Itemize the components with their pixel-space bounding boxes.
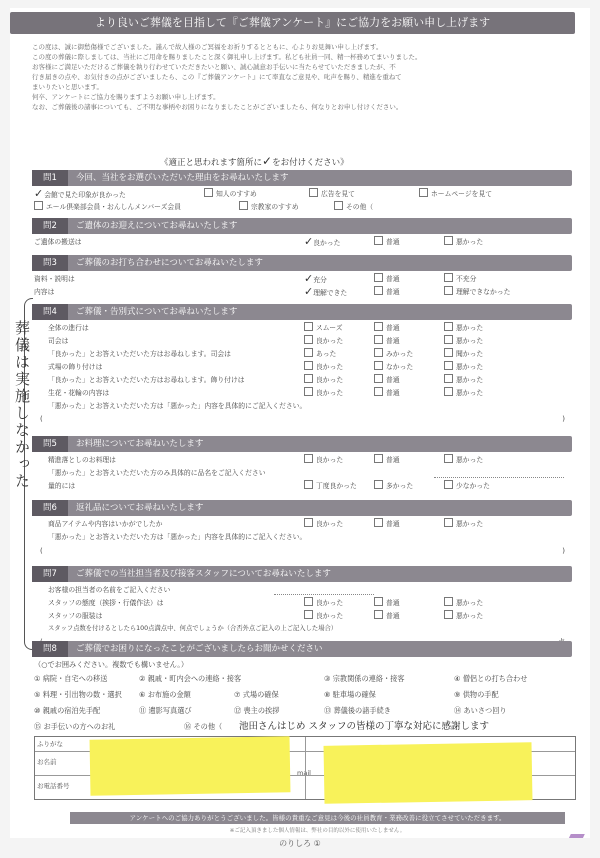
question-title: 今回、当社をお選びいただいた理由をお尋ねいたします (76, 173, 289, 183)
option-a[interactable]: あった (304, 348, 336, 360)
question-1-header (32, 170, 572, 186)
checkbox-icon[interactable] (374, 480, 383, 489)
question-number: 問4 (32, 304, 68, 320)
check-mark-icon: ✓ (304, 235, 314, 248)
checkbox-icon[interactable] (444, 454, 453, 463)
row-label: 「悪かった」とお答えいただいた方のみ具体的に品名をご記入ください (48, 469, 266, 477)
option-a[interactable]: スムーズ (304, 322, 343, 334)
checkbox-icon[interactable] (304, 480, 313, 489)
phone-label: お電話番号 (37, 782, 70, 790)
furigana-label: ふりがな (37, 740, 63, 748)
checkbox-icon[interactable] (444, 387, 453, 396)
q1-option[interactable]: 広告を見て (309, 188, 355, 200)
row-label: スタッフの態度（挨拶・行儀作法）は (48, 599, 164, 607)
intro-line: なお、ご葬儀後の諸事についても、ご不明な事柄やお困りになりましたことがございましたら、何なりとお申し付けください。 (32, 103, 403, 111)
option-a[interactable]: 良かった (304, 387, 343, 399)
check-mark-icon: ✓ (304, 285, 314, 298)
intro-line: この度の葬儀に際しましては、当社にご用命を賜りましたこと深く御礼申し上げます。私ども社員一同、精一杯務めてまいりました。 (32, 53, 422, 61)
q4-free-text[interactable]: ( ) (40, 415, 565, 423)
question-number: 問2 (32, 218, 68, 234)
checkbox-icon[interactable] (374, 454, 383, 463)
q1-option[interactable]: ホームページを見て (419, 188, 492, 200)
footer-bar: アンケートへのご協力ありがとうございました。皆様の貴重なご意見は今後の社員教育・業務改善に役立てさせていただきます。 (70, 812, 565, 824)
instruction-after: をお付けください》 (272, 158, 349, 168)
option-c[interactable]: 悪かった (444, 322, 483, 334)
q7-row (34, 597, 574, 609)
option-a[interactable]: 良かった (304, 597, 343, 609)
question-7-header (32, 566, 572, 582)
row-label: 「良かった」とお答えいただいた方はお尋ねします。飾り付けは (48, 376, 245, 384)
option-c[interactable]: 悪かった (444, 610, 483, 622)
option-bad[interactable]: 不充分 (444, 273, 476, 285)
row-label: 量的には (48, 482, 76, 490)
q8-choice[interactable]: ⑩ 親戚の宿泊先手配 (34, 706, 101, 715)
checkbox-icon[interactable] (374, 322, 383, 331)
option-b[interactable]: 普通 (374, 518, 400, 530)
q8-handwritten-answer: 池田さんはじめ スタッフの皆様の丁寧な対応に感謝します (239, 721, 490, 732)
row-label: 商品アイテムや内容はいかがでしたか (48, 520, 163, 528)
checkbox-icon[interactable] (374, 335, 383, 344)
checkbox-icon[interactable] (444, 273, 453, 282)
question-3-header (32, 255, 572, 271)
option-a[interactable]: 良かった (304, 518, 343, 530)
option-b[interactable]: 普通 (374, 454, 400, 466)
option-a[interactable]: 良かった (304, 610, 343, 622)
check-mark-icon: ✓ (262, 154, 273, 168)
checkbox-icon[interactable] (304, 610, 313, 619)
q8-choice[interactable]: ⑥ お布施の金額 (139, 690, 191, 699)
intro-text (32, 42, 552, 112)
row-label: 「良かった」とお答えいただいた方はお尋ねします。司会は (48, 350, 231, 358)
option-bad[interactable]: 悪かった (444, 236, 483, 248)
question-6-header (32, 500, 572, 516)
q8-choice[interactable]: ④ 僧侶との打ち合わせ (454, 674, 528, 683)
option-c[interactable]: 悪かった (444, 597, 483, 609)
intro-line: 行き届きの点や、お気付きの点がございましたら、この『ご葬儀アンケート』にて率直なご意見や、叱声を賜り、精進を重ねて (32, 73, 402, 81)
q7-row (34, 584, 574, 596)
option-c[interactable]: 悪かった (444, 361, 483, 373)
q8-prompt: （○でお囲みください。複数でも構いません。） (34, 660, 189, 669)
q3-row (34, 273, 574, 285)
option-c[interactable]: 悪かった (444, 387, 483, 399)
email-label: mail (297, 769, 311, 777)
checkbox-icon[interactable] (374, 286, 383, 295)
q6-row (34, 518, 574, 530)
q8-choice[interactable]: ③ 宗教関係の連絡・接客 (324, 674, 405, 683)
q8-choice[interactable]: ② 親戚・町内会への連絡・接客 (139, 674, 242, 683)
option-c[interactable]: 悪かった (444, 454, 483, 466)
question-2-header (32, 218, 572, 234)
option-b[interactable]: なかった (374, 361, 413, 373)
survey-sheet (10, 8, 590, 838)
option-a[interactable]: 丁度良かった (304, 480, 357, 492)
q4-note: 「悪かった」とお答えいただいた方は「悪かった」内容を具体的にご記入ください。 (48, 402, 307, 410)
checkbox-icon[interactable] (304, 348, 313, 357)
row-label: 式場の飾り付けは (48, 363, 103, 371)
q4-row (34, 348, 574, 360)
option-b[interactable]: 多かった (374, 480, 413, 492)
option-b[interactable]: 普通 (374, 374, 400, 386)
checkbox-icon[interactable] (374, 236, 383, 245)
q1-option[interactable]: エール倶楽部会員・おんしんメンバーズ会員 (34, 201, 181, 213)
margin-handwritten-note: 葬儀は実施しなかった (13, 320, 31, 490)
q2-row (34, 236, 574, 248)
question-title: ご葬儀での当社担当者及び接客スタッフについてお尋ねいたします (76, 569, 331, 579)
staff-name-field[interactable] (274, 584, 374, 595)
option-normal[interactable]: 普通 (374, 286, 400, 298)
checkbox-icon[interactable] (444, 236, 453, 245)
q4-row (34, 387, 574, 399)
q4-row (34, 335, 574, 347)
q7-row (34, 623, 574, 635)
row-label: 生花・花輪の内容は (48, 389, 110, 397)
q7-row (34, 610, 574, 622)
q1-option[interactable]: 宗教家のすすめ (239, 201, 299, 213)
redaction-block (324, 742, 533, 804)
question-number: 問5 (32, 436, 68, 452)
q1-options-row-1 (34, 188, 574, 200)
q3-row (34, 286, 574, 298)
row-label: 司会は (48, 337, 69, 345)
q1-option[interactable]: その他（ (334, 201, 373, 213)
option-normal[interactable]: 普通 (374, 273, 400, 285)
row-label: お客様の担当者の名前をご記入ください (48, 586, 171, 594)
q8-choice[interactable]: ⑨ 供物の手配 (454, 690, 499, 699)
checkbox-icon[interactable] (309, 188, 318, 197)
checkbox-icon[interactable] (444, 374, 453, 383)
question-number: 問1 (32, 170, 68, 186)
option-a[interactable]: 良かった (304, 335, 343, 347)
option-good[interactable]: ✓充分 (304, 272, 327, 285)
q4-row (34, 374, 574, 386)
checkbox-icon[interactable] (444, 610, 453, 619)
q5-free-text[interactable] (434, 467, 564, 478)
intro-line: お客様にご満足いただけるご葬儀を執り行わせていただきたいと願い、誠心誠意お手伝いに当たらせていただきましたが、不 (32, 63, 396, 71)
q8-choice[interactable]: ⑧ 駐車場の確保 (324, 690, 376, 699)
checkbox-icon[interactable] (239, 201, 248, 210)
option-c[interactable]: 聞かった (444, 348, 483, 360)
q8-choice[interactable]: ⑤ 料理・引出物の数・選択 (34, 690, 122, 699)
q1-option[interactable]: ✓会館で見た印象が良かった (34, 187, 126, 200)
q8-choice[interactable]: ① 病院・自宅への移送 (34, 674, 108, 683)
question-title: ご葬儀のお打ち合わせについてお尋ねいたします (76, 258, 263, 268)
row-label: スタッフの服装は (48, 612, 103, 620)
checkbox-icon[interactable] (374, 518, 383, 527)
option-c[interactable]: 少なかった (444, 480, 490, 492)
q6-free-text[interactable]: ( ) (40, 547, 565, 555)
question-8-header (32, 641, 572, 657)
checkbox-icon[interactable] (419, 188, 428, 197)
option-good[interactable]: ✓理解できた (304, 285, 348, 298)
checkbox-icon[interactable] (444, 286, 453, 295)
intro-line: まいりたいと思います。 (32, 83, 103, 91)
question-title: お料理についてお尋ねいたします (76, 439, 204, 449)
option-c[interactable]: 悪かった (444, 335, 483, 347)
name-label: お名前 (37, 758, 57, 766)
q8-choice[interactable]: ⑯ その他（ (184, 722, 223, 731)
checkbox-icon[interactable] (444, 335, 453, 344)
checkbox-icon[interactable] (444, 597, 453, 606)
checkbox-icon[interactable] (204, 188, 213, 197)
footnote: ※ご記入頂きました個人情報は、弊社の目的以外に使用いたしません。 (229, 828, 406, 834)
row-label: 全体の進行は (48, 324, 89, 332)
option-b[interactable]: みかった (374, 348, 413, 360)
question-4-header (32, 304, 572, 320)
survey-banner: より良いご葬儀を目指して『ご葬儀アンケート』にご協力をお願い申し上げます (10, 12, 575, 34)
q5-row (34, 454, 574, 466)
checkbox-icon[interactable] (444, 348, 453, 357)
check-mark-icon: ✓ (34, 187, 44, 200)
checkbox-icon[interactable] (304, 361, 313, 370)
checkbox-icon[interactable] (374, 597, 383, 606)
check-mark-icon: ✓ (304, 272, 314, 285)
checkbox-icon[interactable] (444, 322, 453, 331)
checkbox-icon[interactable] (304, 387, 313, 396)
option-bad[interactable]: 理解できなかった (444, 286, 510, 298)
question-title: ご葬儀・告別式についてお尋ねいたします (76, 307, 238, 317)
option-good[interactable]: ✓良かった (304, 235, 341, 248)
checkbox-icon[interactable] (444, 361, 453, 370)
q1-options-row-2 (34, 201, 574, 213)
q8-choice[interactable]: ⑬ 葬儀後の諸手続き (324, 706, 391, 715)
option-b[interactable]: 普通 (374, 387, 400, 399)
row-label: 内容は (34, 288, 55, 296)
q8-choice[interactable]: ⑫ 喪主の挨拶 (234, 706, 280, 715)
checkbox-icon[interactable] (304, 374, 313, 383)
row-label: ご遺体の搬送は (34, 238, 82, 246)
question-title: ご葬儀でお困りになったことがございましたらお聞かせください (76, 644, 323, 654)
q8-choice[interactable]: ⑪ 遺影写真選び (139, 706, 192, 715)
option-a[interactable]: 良かった (304, 454, 343, 466)
q6-note: 「悪かった」とお答えいただいた方は「悪かった」内容を具体的にご記入ください。 (48, 533, 307, 541)
q5-row (34, 480, 574, 492)
checkbox-icon[interactable] (304, 454, 313, 463)
checkbox-icon[interactable] (374, 361, 383, 370)
q5-row (34, 467, 574, 479)
intro-line: この度は、誠に御愁傷様でございました。謹んで故人様のご冥福をお祈りするとともに、心よりお見舞い申し上げます。 (32, 43, 383, 51)
q4-row (34, 322, 574, 334)
checkbox-icon[interactable] (304, 335, 313, 344)
checkbox-icon[interactable] (374, 387, 383, 396)
checkbox-icon[interactable] (374, 610, 383, 619)
q8-choice[interactable]: ⑭ あいさつ回り (454, 706, 507, 715)
question-number: 問6 (32, 500, 68, 516)
row-label: 資料・説明は (34, 275, 75, 283)
intro-line: 何卒、アンケートにご協力を賜りますようお願い申し上げます。 (32, 93, 220, 101)
instruction (160, 154, 349, 168)
option-b[interactable]: 普通 (374, 597, 400, 609)
question-5-header (32, 436, 572, 452)
option-b[interactable]: 普通 (374, 335, 400, 347)
checkbox-icon[interactable] (374, 348, 383, 357)
question-number: 問3 (32, 255, 68, 271)
q8-choice[interactable]: ⑮ お手伝いの方へのお礼 (34, 722, 116, 731)
checkbox-icon[interactable] (34, 201, 43, 210)
q1-option[interactable]: 知人のすすめ (204, 188, 257, 200)
option-b[interactable]: 普通 (374, 610, 400, 622)
option-a[interactable]: 良かった (304, 374, 343, 386)
q8-choice[interactable]: ⑦ 式場の確保 (234, 690, 279, 699)
row-label: スタッフ点数を付けるとしたら100点満点中、何点でしょうか（合否外点ご記入の上ご記入した場合） (48, 625, 338, 632)
checkbox-icon[interactable] (374, 273, 383, 282)
checkbox-icon[interactable] (334, 201, 343, 210)
instruction-before: 《適正と思われます箇所に (160, 158, 263, 168)
option-normal[interactable]: 普通 (374, 236, 400, 248)
question-title: 返礼品についてお尋ねいたします (76, 503, 204, 513)
page-label: のりしろ ① (279, 839, 321, 848)
checkbox-icon[interactable] (444, 480, 453, 489)
option-b[interactable]: 普通 (374, 322, 400, 334)
question-title: ご遺体のお迎えについてお尋ねいたします (76, 221, 238, 231)
question-number: 問8 (32, 641, 68, 657)
checkbox-icon[interactable] (304, 518, 313, 527)
checkbox-icon[interactable] (374, 374, 383, 383)
option-a[interactable]: 良かった (304, 361, 343, 373)
option-c[interactable]: 悪かった (444, 518, 483, 530)
checkbox-icon[interactable] (304, 322, 313, 331)
option-c[interactable]: 悪かった (444, 374, 483, 386)
redaction-block (90, 736, 291, 795)
q4-row (34, 361, 574, 373)
checkbox-icon[interactable] (304, 597, 313, 606)
row-label: 精進落としのお料理は (48, 456, 116, 464)
checkbox-icon[interactable] (444, 518, 453, 527)
divider (305, 737, 306, 799)
question-number: 問7 (32, 566, 68, 582)
